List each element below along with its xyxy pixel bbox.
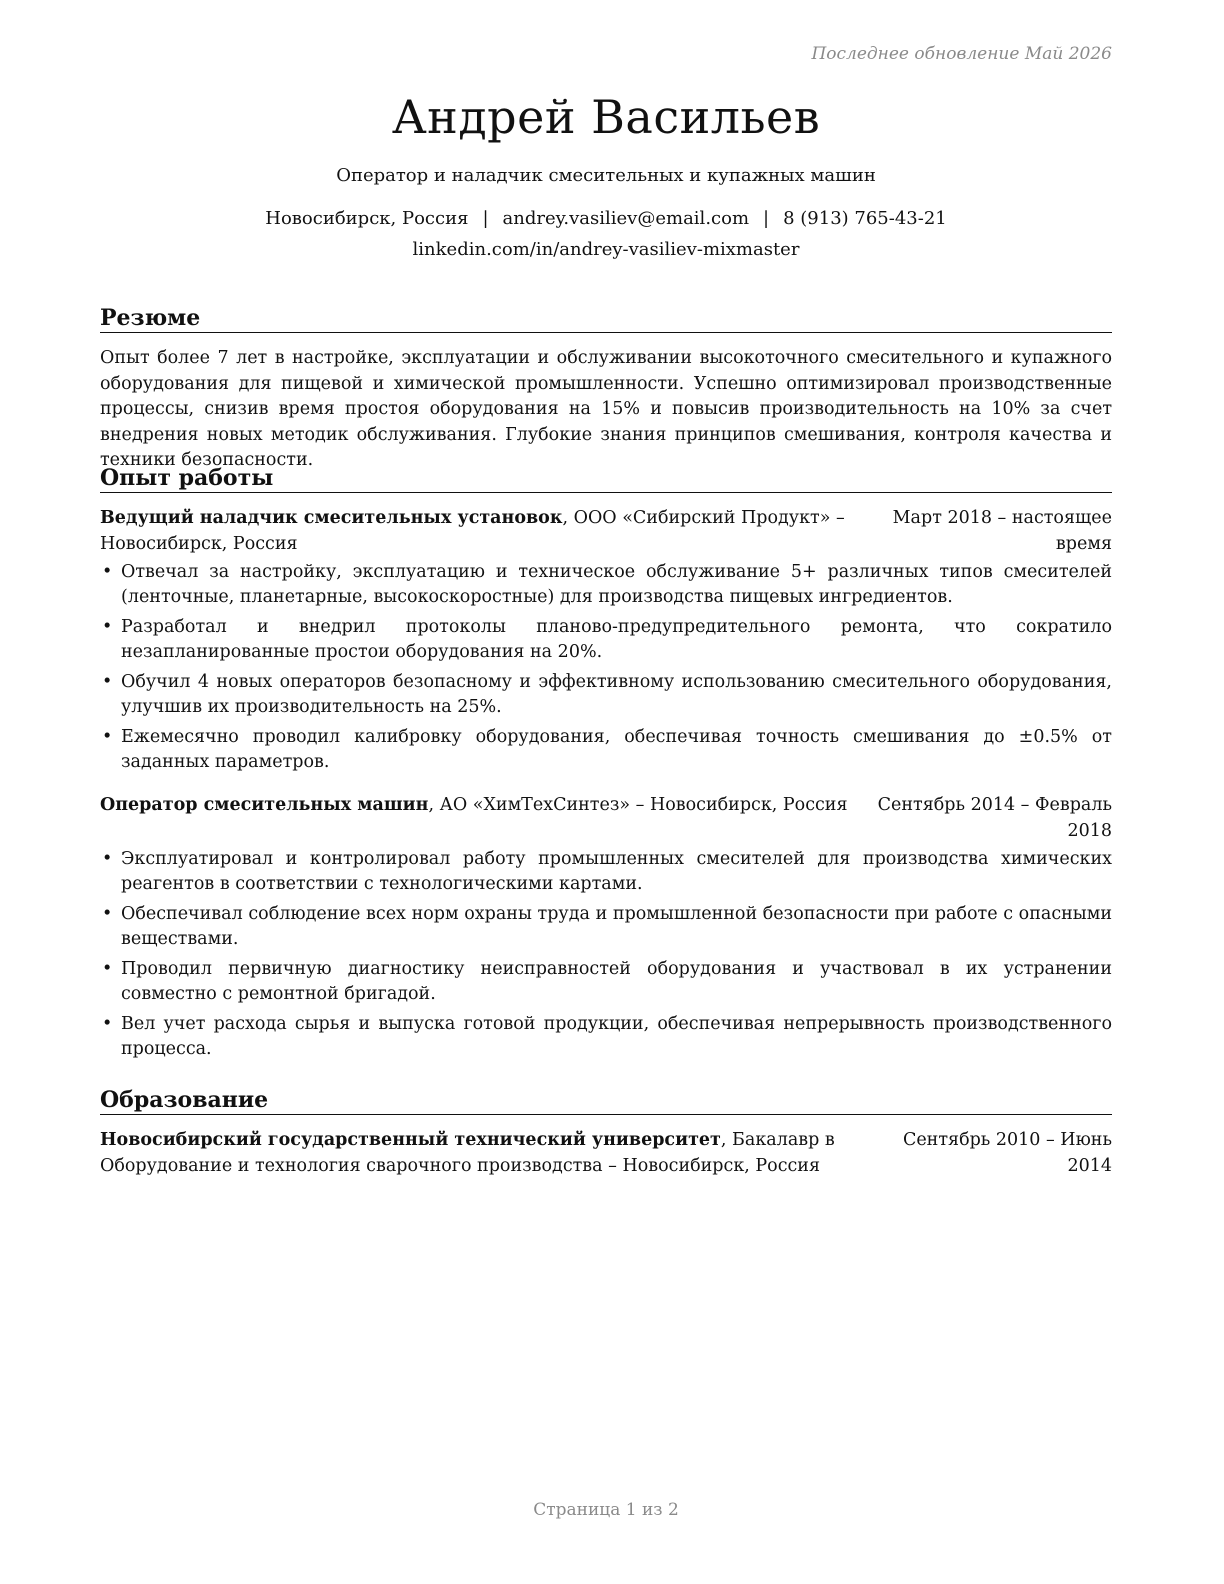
- job-role: [100, 506, 877, 557]
- job-bullet: • Обеспечивал соблюдение всех норм охраны труда и промышленной безопасности при работе с опасными веществами.: [100, 902, 1112, 952]
- education-entry: [100, 1128, 1112, 1179]
- job-bullet: • Отвечал за настройку, эксплуатацию и техническое обслуживание 5+ различных типов смесителей (ленточные, планетарные, высокоскоростные) для производства пищевых ингредиентов.: [100, 560, 1112, 610]
- job-bullet: • Разработал и внедрил протоколы планово-предупредительного ремонта, что сократило незапланированные простои оборудования на 20%.: [100, 615, 1112, 665]
- education-section: [100, 1087, 1112, 1182]
- summary-section: [100, 305, 1112, 474]
- contact-phone[interactable]: 8 (913) 765-43-21: [783, 208, 947, 229]
- job-bullets: [100, 560, 1112, 775]
- candidate-name: Андрей Васильев: [391, 90, 821, 144]
- job-company: , ООО «Сибирский Продукт» – Новосибирск, Россия: [100, 508, 845, 554]
- education-degree: , Бакалавр в Оборудование и технология сварочного производства – Новосибирск, Россия: [100, 1130, 835, 1176]
- candidate-title: Оператор и наладчик смесительных и купажных машин: [336, 165, 876, 186]
- job-bullet: • Обучил 4 новых операторов безопасному и эффективному использованию смесительного оборудования, улучшив их производительность на 25%.: [100, 670, 1112, 720]
- contact-location: Новосибирск, Россия: [265, 208, 469, 229]
- last-updated-note: Последнее обновление Май 2026: [811, 44, 1112, 64]
- job-dates: Сентябрь 2014 – Февраль 2018: [877, 795, 1112, 841]
- job-bullet: • Вел учет расхода сырья и выпуска готовой продукции, обеспечивая непрерывность производственного процесса.: [100, 1012, 1112, 1062]
- job-position: Оператор смесительных машин: [100, 795, 429, 815]
- job-position: Ведущий наладчик смесительных установок: [100, 508, 563, 528]
- section-heading-education: Образование: [100, 1087, 1112, 1115]
- job-role: [100, 793, 877, 844]
- resume-header: [100, 86, 1112, 263]
- contact-line: [100, 206, 1112, 232]
- section-heading-experience: Опыт работы: [100, 465, 1112, 493]
- experience-section: [100, 465, 1112, 1080]
- contact-separator: |: [482, 208, 489, 229]
- job-entry: [100, 793, 1112, 1062]
- contact-email[interactable]: andrey.vasiliev@email.com: [502, 208, 750, 229]
- job-entry: [100, 506, 1112, 775]
- job-company: , АО «ХимТехСинтез» – Новосибирск, Россия: [428, 795, 848, 815]
- education-dates: Сентябрь 2010 – Июнь 2014: [902, 1130, 1112, 1176]
- education-details: [100, 1128, 877, 1179]
- job-header: [100, 506, 1112, 557]
- job-bullet: • Эксплуатировал и контролировал работу промышленных смесителей для производства химических реагентов в соответствии с технологическими картами.: [100, 847, 1112, 897]
- job-bullet: • Ежемесячно проводил калибровку оборудования, обеспечивая точность смешивания до ±0.5% от заданных параметров.: [100, 725, 1112, 775]
- resume-page: [100, 0, 1112, 1584]
- section-heading-summary: Резюме: [100, 305, 1112, 333]
- job-bullets: [100, 847, 1112, 1062]
- contact-separator: |: [763, 208, 770, 229]
- contact-linkedin[interactable]: linkedin.com/in/andrey-vasiliev-mixmaster: [412, 239, 800, 260]
- summary-text: Опыт более 7 лет в настройке, эксплуатации и обслуживании высокоточного смесительного и купажного оборудования для пищевой и химической промышленности. Успешно оптимизировал производственные процессы, снизив время простоя оборудования на 15% и повысив производительность на 10% за счет внедрения новых методик обслуживания. Глубокие знания принципов смешивания, контроля качества и техники безопасности.: [100, 348, 1112, 470]
- job-header: [100, 793, 1112, 844]
- page-number: Страница 1 из 2: [533, 1500, 679, 1520]
- job-dates: Март 2018 – настоящее время: [892, 508, 1112, 554]
- job-bullet: • Проводил первичную диагностику неисправностей оборудования и участвовал в их устранении совместно с ремонтной бригадой.: [100, 957, 1112, 1007]
- education-institution: Новосибирский государственный технический университет: [100, 1130, 721, 1150]
